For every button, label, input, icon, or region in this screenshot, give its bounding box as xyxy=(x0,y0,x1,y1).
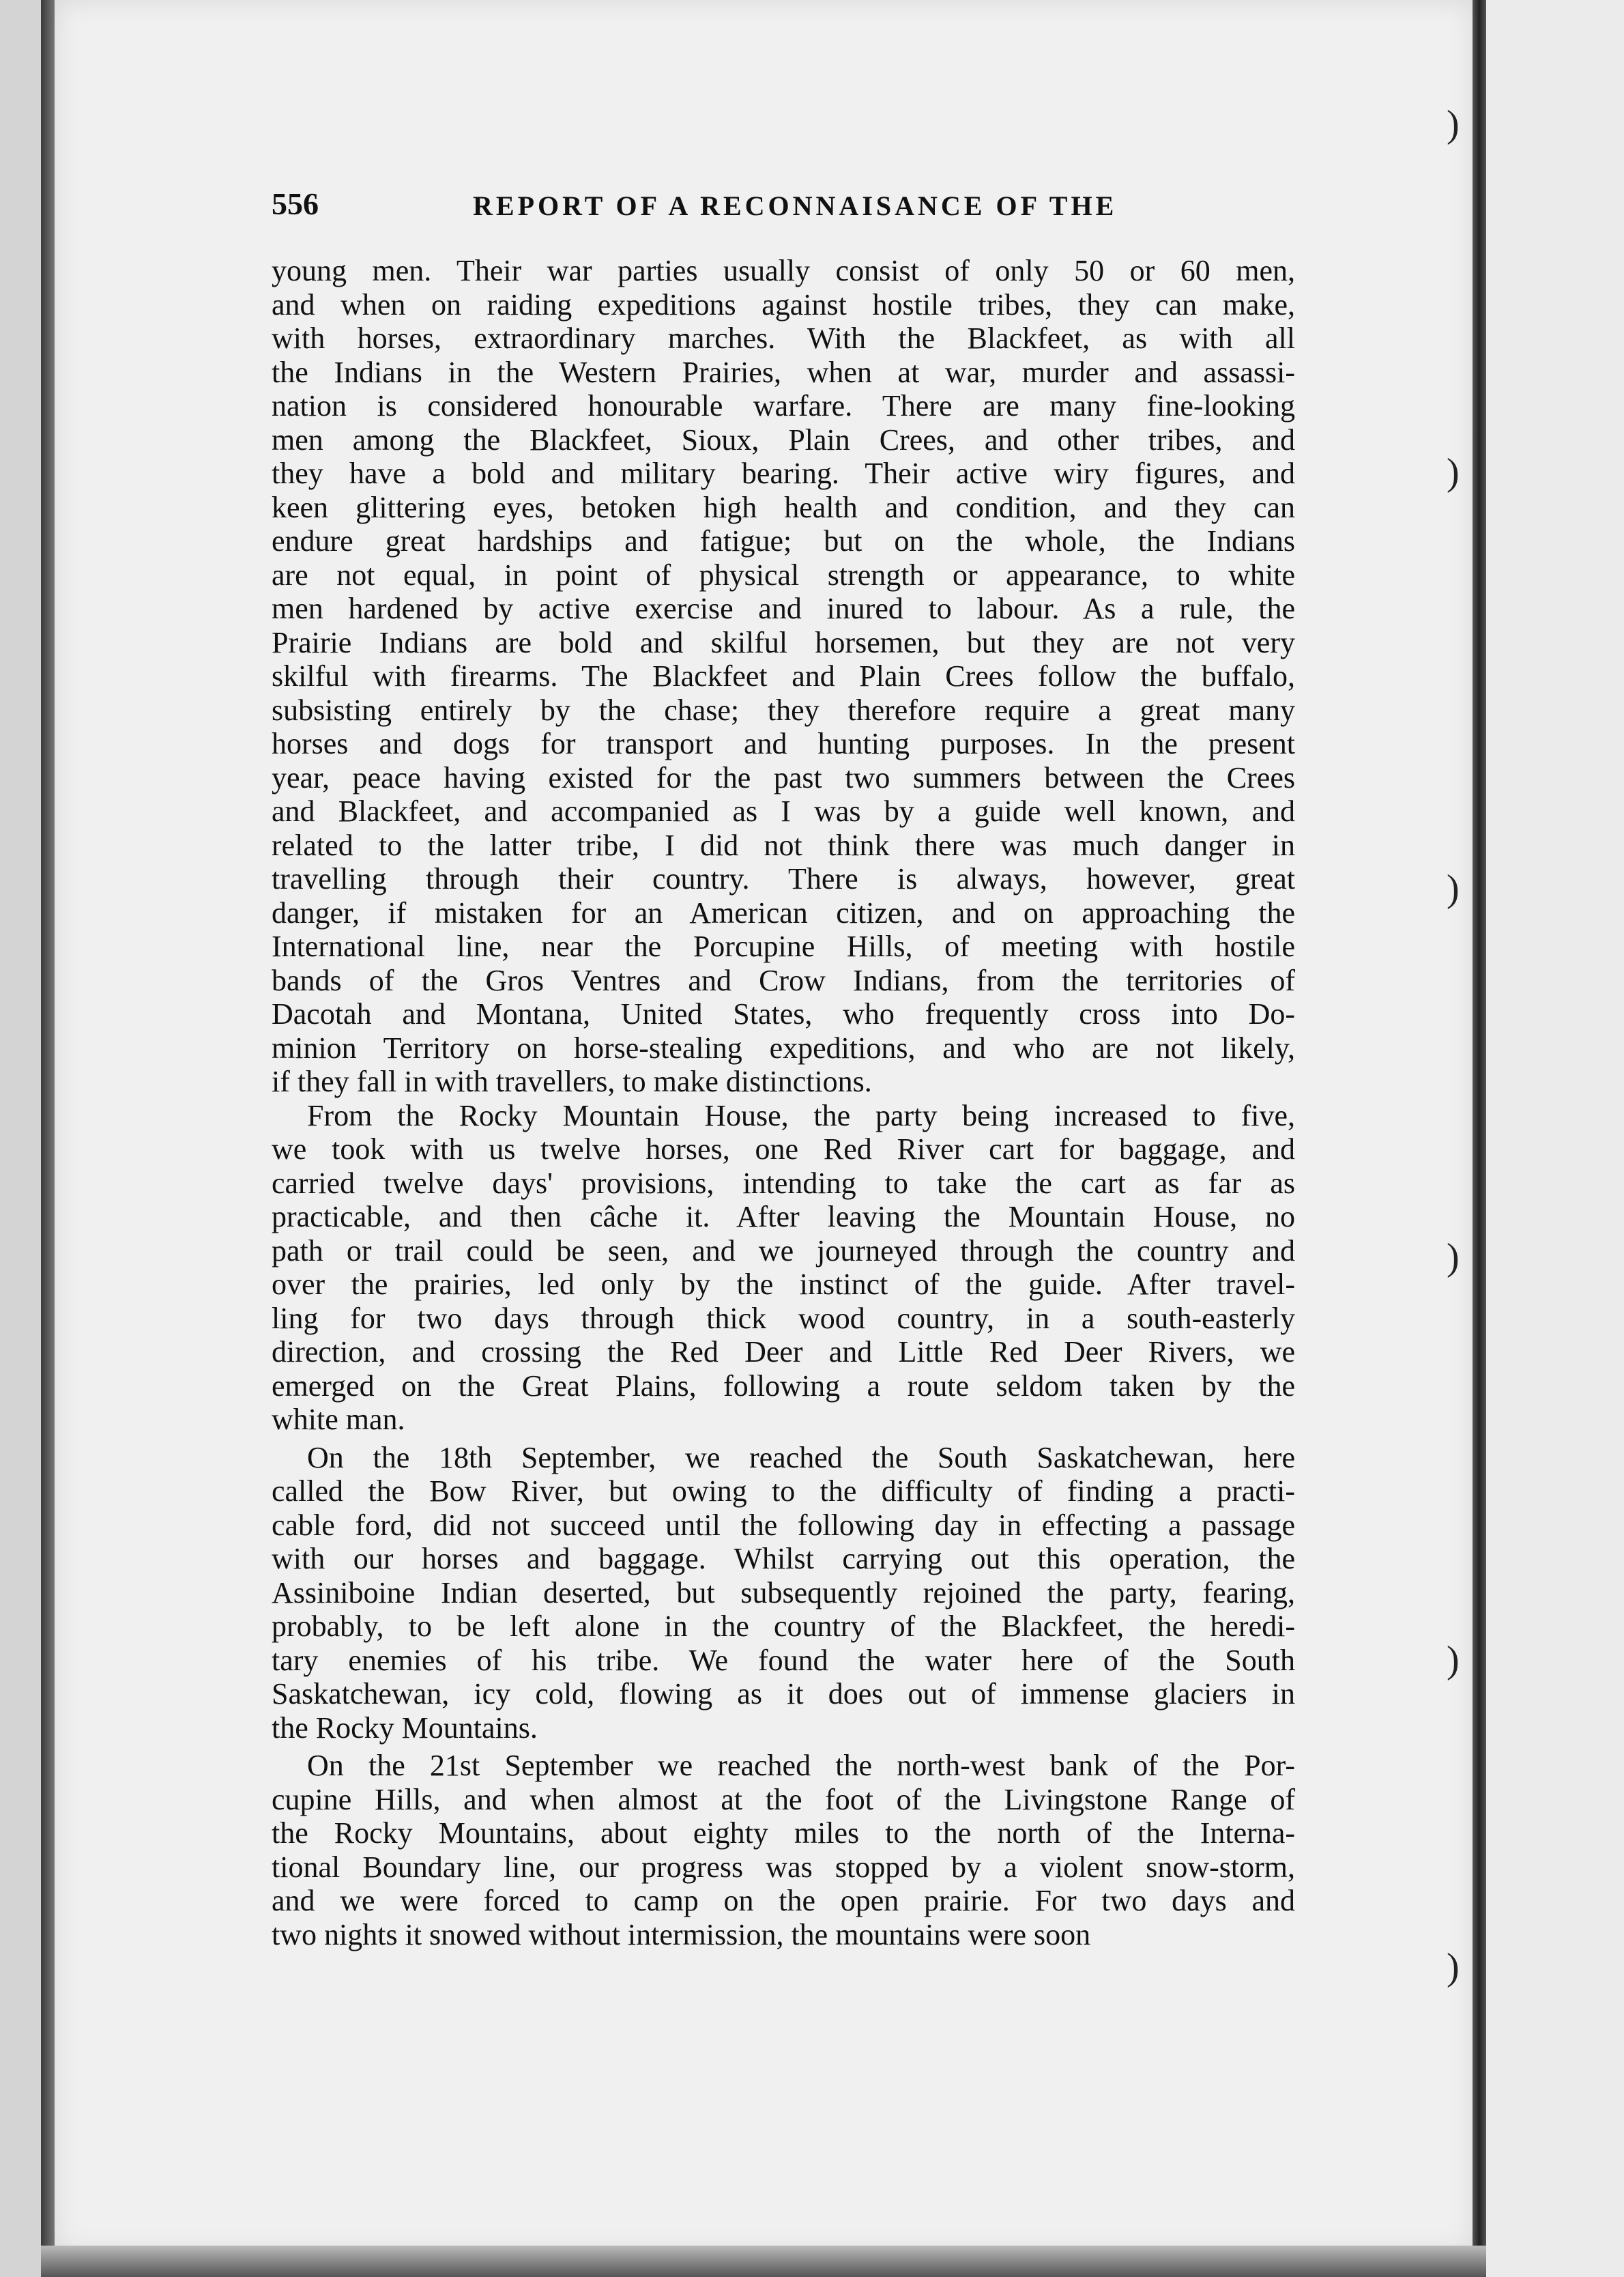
text-line: two nights it snowed without intermission, the mountains were soon xyxy=(272,1917,1091,1951)
text-line: practicable, and then câche it. After leaving the Mountain House, no xyxy=(272,1200,1295,1233)
text-line: if they fall in with travellers, to make distinctions. xyxy=(272,1065,872,1098)
text-line: year, peace having existed for the past two summers between the Crees xyxy=(272,760,1295,794)
text-line: Saskatchewan, icy cold, flowing as it does out of immense glaciers in xyxy=(272,1677,1295,1710)
text-line: tional Boundary line, our progress was stopped by a violent snow-storm, xyxy=(272,1850,1295,1884)
text-line: called the Bow River, but owing to the difficulty of finding a practi- xyxy=(272,1474,1295,1508)
binding-mark: ) xyxy=(1447,103,1460,145)
text-line: men among the Blackfeet, Sioux, Plain Crees, and other tribes, and xyxy=(272,423,1295,457)
text-line: ling for two days through thick wood country, in a south-easterly xyxy=(272,1301,1295,1335)
text-line: From the Rocky Mountain House, the party being increased to five, xyxy=(307,1098,1295,1132)
text-line: keen glittering eyes, betoken high health and condition, and they can xyxy=(272,490,1295,524)
text-line: Prairie Indians are bold and skilful horsemen, but they are not very xyxy=(272,625,1295,659)
paragraph xyxy=(272,1099,1295,1437)
text-line: danger, if mistaken for an American citizen, and on approaching the xyxy=(272,896,1295,930)
paragraph xyxy=(272,1441,1295,1745)
text-line: On the 21st September we reached the north-west bank of the Por- xyxy=(307,1749,1295,1782)
page-bottom-edge xyxy=(41,2246,1486,2277)
text-line: cupine Hills, and when almost at the foot of the Livingstone Range of xyxy=(272,1782,1295,1816)
text-line: endure great hardships and fatigue; but on the whole, the Indians xyxy=(272,524,1295,558)
text-line: and we were forced to camp on the open prairie. For two days and xyxy=(272,1884,1295,1917)
text-line: white man. xyxy=(272,1403,405,1436)
text-line: the Rocky Mountains, about eighty miles to the north of the Interna- xyxy=(272,1816,1295,1850)
binding-mark: ) xyxy=(1447,451,1460,493)
binding-mark: ) xyxy=(1447,1946,1460,1988)
text-line: they have a bold and military bearing. Their active wiry figures, and xyxy=(272,457,1295,490)
text-line: with horses, extraordinary marches. With the Blackfeet, as with all xyxy=(272,321,1295,355)
text-line: carried twelve days' provisions, intending to take the cart as far as xyxy=(272,1166,1295,1200)
text-line: tary enemies of his tribe. We found the water here of the South xyxy=(272,1643,1295,1677)
page-number: 556 xyxy=(272,186,319,221)
text-line: and when on raiding expeditions against hostile tribes, they can make, xyxy=(272,287,1295,321)
text-line: probably, to be left alone in the country of the Blackfeet, the heredi- xyxy=(272,1609,1295,1643)
text-line: and Blackfeet, and accompanied as I was by a guide well known, and xyxy=(272,794,1295,828)
text-line: travelling through their country. There is always, however, great xyxy=(272,862,1295,896)
facing-page xyxy=(1486,0,1624,2277)
binding-mark: ) xyxy=(1447,1639,1460,1681)
text-line: International line, near the Porcupine Hills, of meeting with hostile xyxy=(272,930,1295,963)
binding-mark: ) xyxy=(1447,1236,1460,1278)
text-line: nation is considered honourable warfare. There are many fine-looking xyxy=(272,389,1295,423)
text-line: skilful with firearms. The Blackfeet and Plain Crees follow the buffalo, xyxy=(272,659,1295,693)
text-line: the Rocky Mountains. xyxy=(272,1710,538,1745)
page-header xyxy=(272,186,1295,227)
text-line: emerged on the Great Plains, following a route seldom taken by the xyxy=(272,1369,1295,1403)
paragraph xyxy=(272,254,1295,1099)
text-line: related to the latter tribe, I did not think there was much danger in xyxy=(272,828,1295,862)
text-line: direction, and crossing the Red Deer and Little Red Deer Rivers, we xyxy=(272,1335,1295,1369)
text-line: over the prairies, led only by the instinct of the guide. After travel- xyxy=(272,1268,1295,1301)
text-line: the Indians in the Western Prairies, when at war, murder and assassi- xyxy=(272,355,1295,389)
text-line: path or trail could be seen, and we journeyed through the country and xyxy=(272,1233,1295,1268)
text-line: Dacotah and Montana, United States, who frequently cross into Do- xyxy=(272,997,1295,1031)
text-line: subsisting entirely by the chase; they therefore require a great many xyxy=(272,693,1295,727)
text-line: we took with us twelve horses, one Red River cart for baggage, and xyxy=(272,1132,1295,1166)
text-line: Assiniboine Indian deserted, but subsequently rejoined the party, fearing, xyxy=(272,1575,1295,1609)
text-line: are not equal, in point of physical strength or appearance, to white xyxy=(272,558,1295,592)
body-text xyxy=(272,254,1295,1951)
text-line: bands of the Gros Ventres and Crow Indians, from the territories of xyxy=(272,963,1295,997)
text-line: young men. Their war parties usually consist of only 50 or 60 men, xyxy=(272,254,1295,287)
text-line: with our horses and baggage. Whilst carrying out this operation, the xyxy=(272,1542,1295,1575)
text-line: men hardened by active exercise and inured to labour. As a rule, the xyxy=(272,592,1295,625)
text-line: On the 18th September, we reached the South Saskatchewan, here xyxy=(307,1440,1295,1474)
text-line: horses and dogs for transport and hunting purposes. In the present xyxy=(272,727,1295,760)
paragraph xyxy=(272,1749,1295,1951)
running-head: REPORT OF A RECONNAISANCE OF THE xyxy=(473,190,1118,221)
text-line: minion Territory on horse-stealing expeditions, and who are not likely, xyxy=(272,1031,1295,1065)
book-spine xyxy=(1473,0,1486,2277)
text-line: cable ford, did not succeed until the following day in effecting a passage xyxy=(272,1508,1295,1542)
binding-mark: ) xyxy=(1447,868,1460,910)
